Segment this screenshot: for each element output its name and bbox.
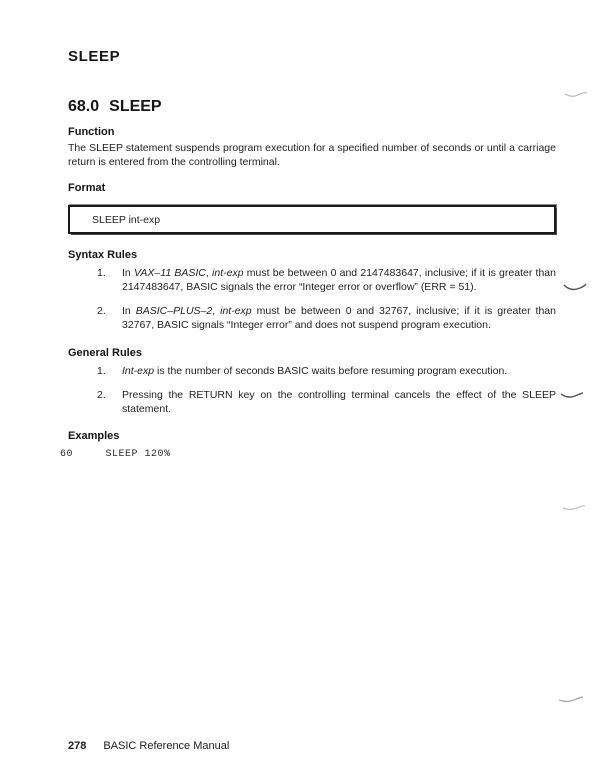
page-number: 278 — [68, 740, 87, 752]
text-fragment-italic: BASIC–PLUS–2 — [135, 305, 213, 317]
section-number: 68.0 — [68, 98, 100, 115]
margin-squiggle-icon — [560, 390, 584, 400]
rule-text — [122, 388, 556, 416]
examples-heading: Examples — [68, 430, 120, 442]
text-fragment-italic: int-exp — [212, 267, 244, 279]
example-code: 60 SLEEP 120% — [60, 449, 171, 460]
format-box-text: SLEEP int-exp — [92, 213, 161, 226]
text-fragment: In — [122, 305, 136, 317]
general-rules-heading: General Rules — [68, 347, 142, 359]
text-fragment: Pressing the RETURN key on the controlling terminal cancels the effect of the SLEEP statement. — [122, 389, 556, 415]
book-title: BASIC Reference Manual — [103, 740, 230, 752]
margin-squiggle-icon — [558, 695, 584, 705]
rule-text — [122, 266, 556, 294]
page-content — [60, 0, 556, 460]
text-fragment: must be between 0 and 2147483647, inclusive; if it is greater than 2147483647, BASIC signals the error “Integer error or overflow” (ERR = 51). — [122, 267, 556, 293]
margin-squiggle-icon — [563, 282, 587, 292]
text-fragment: In — [122, 267, 134, 279]
syntax-rules-heading: Syntax Rules — [68, 249, 138, 261]
syntax-rule-item-2 — [97, 304, 556, 332]
margin-squiggle-icon — [564, 90, 588, 100]
page-footer — [68, 740, 229, 752]
text-fragment-italic: int-exp — [220, 305, 252, 317]
text-fragment: , — [212, 305, 221, 317]
text-fragment: , — [205, 267, 213, 279]
format-heading: Format — [68, 182, 106, 194]
running-head: SLEEP — [68, 48, 121, 65]
margin-squiggle-icon — [562, 503, 586, 513]
rule-number: 1. — [97, 267, 106, 279]
rule-number: 2. — [97, 389, 106, 401]
general-rule-item-1 — [97, 364, 556, 378]
rule-number: 2. — [97, 305, 106, 317]
text-fragment: is the number of seconds BASIC waits before resuming program execution. — [154, 365, 508, 377]
section-title: SLEEP — [109, 98, 162, 115]
function-heading: Function — [68, 126, 115, 138]
rule-number: 1. — [97, 365, 106, 377]
general-rule-item-2 — [97, 388, 556, 416]
format-box — [68, 205, 556, 234]
rule-text — [122, 364, 556, 378]
text-fragment-italic: VAX–11 BASIC — [133, 267, 206, 279]
function-body: The SLEEP statement suspends program execution for a specified number of seconds or until a carriage return is entered from the controlling terminal. — [68, 142, 556, 168]
text-fragment-italic: Int-exp — [122, 365, 155, 377]
section-heading — [68, 98, 556, 116]
syntax-rule-item-1 — [97, 266, 556, 294]
rule-text — [122, 304, 556, 332]
text-fragment: must be between 0 and 32767, inclusive; if it is greater than 32767, BASIC signals “Integer error” and does not suspend program execution. — [122, 305, 556, 331]
